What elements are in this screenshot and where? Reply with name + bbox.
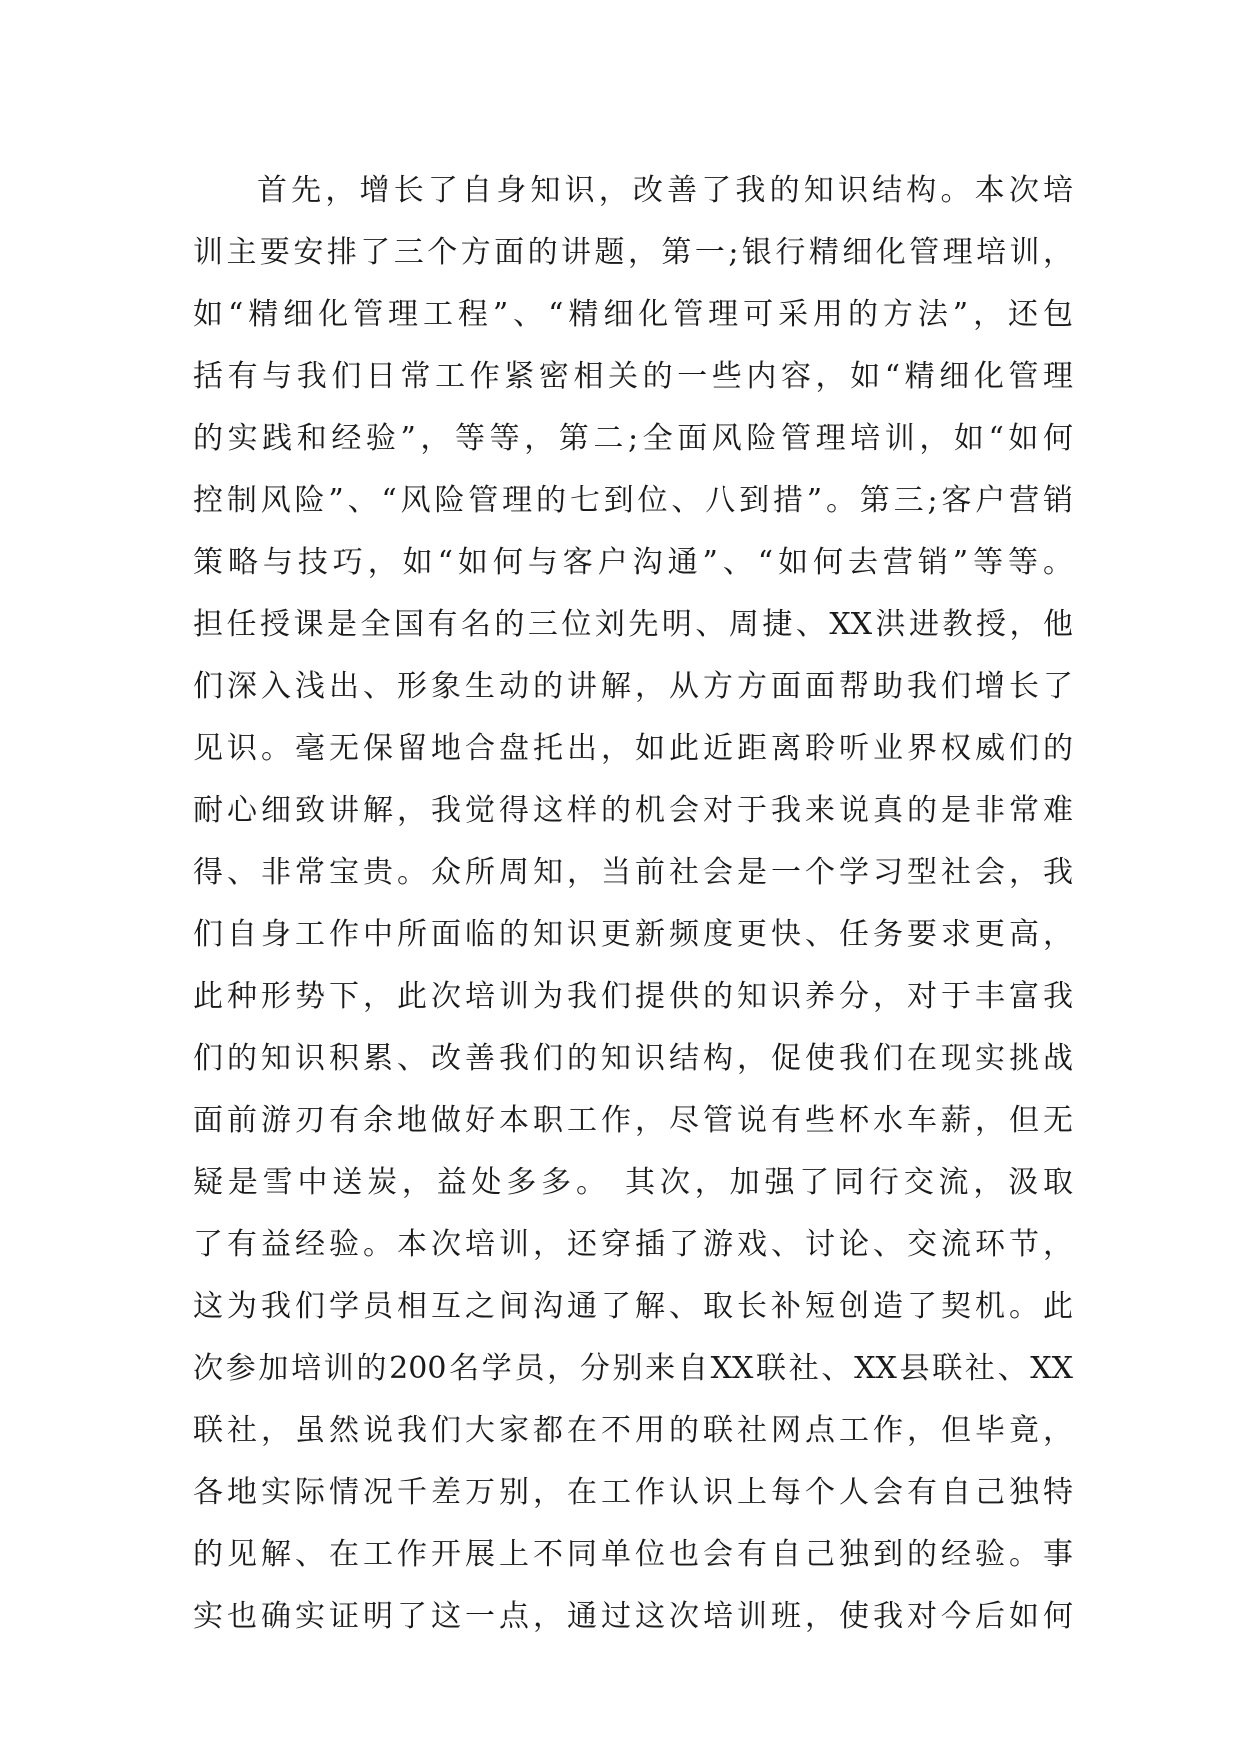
text-line: 这为我们学员相互之间沟通了解、取长补短创造了契机。此 <box>193 1289 1073 1324</box>
text-line: 的实践和经验”，等等，第二;全面风险管理培训，如“如何 <box>193 421 1073 456</box>
text-line: 担任授课是全国有名的三位刘先明、周捷、XX洪进教授，他 <box>193 607 1073 642</box>
text-line: 实也确实证明了这一点，通过这次培训班，使我对今后如何 <box>193 1599 1073 1634</box>
text-line: 策略与技巧，如“如何与客户沟通”、“如何去营销”等等。 <box>193 545 1073 580</box>
text-line: 此种形势下，此次培训为我们提供的知识养分，对于丰富我 <box>193 979 1073 1014</box>
text-line: 联社，虽然说我们大家都在不用的联社网点工作，但毕竟， <box>193 1413 1073 1448</box>
text-line: 见识。毫无保留地合盘托出，如此近距离聆听业界权威们的 <box>193 731 1073 766</box>
text-line: 得、非常宝贵。众所周知，当前社会是一个学习型社会，我 <box>193 855 1073 890</box>
text-line: 如“精细化管理工程”、“精细化管理可采用的方法”，还包 <box>193 297 1073 332</box>
text-line: 控制风险”、“风险管理的七到位、八到措”。第三;客户营销 <box>193 483 1073 518</box>
text-line: 们深入浅出、形象生动的讲解，从方方面面帮助我们增长了 <box>193 669 1073 704</box>
text-line: 训主要安排了三个方面的讲题，第一;银行精细化管理培训， <box>193 235 1073 270</box>
text-line: 各地实际情况千差万别，在工作认识上每个人会有自己独特 <box>193 1475 1073 1510</box>
body-paragraph <box>193 160 1073 1648</box>
text-line: 首先，增长了自身知识，改善了我的知识结构。本次培 <box>257 173 1073 208</box>
text-line: 疑是雪中送炭，益处多多。 其次，加强了同行交流，汲取 <box>193 1165 1073 1200</box>
text-line: 了有益经验。本次培训，还穿插了游戏、讨论、交流环节， <box>193 1227 1073 1262</box>
text-line: 面前游刃有余地做好本职工作，尽管说有些杯水车薪，但无 <box>193 1103 1073 1138</box>
text-line: 括有与我们日常工作紧密相关的一些内容，如“精细化管理 <box>193 359 1073 394</box>
text-line: 们的知识积累、改善我们的知识结构，促使我们在现实挑战 <box>193 1041 1073 1076</box>
text-line: 的见解、在工作开展上不同单位也会有自己独到的经验。事 <box>193 1537 1073 1572</box>
text-line: 次参加培训的200名学员，分别来自XX联社、XX县联社、XX <box>193 1351 1073 1386</box>
text-line: 耐心细致讲解，我觉得这样的机会对于我来说真的是非常难 <box>193 793 1073 828</box>
text-line: 们自身工作中所面临的知识更新频度更快、任务要求更高， <box>193 917 1073 952</box>
